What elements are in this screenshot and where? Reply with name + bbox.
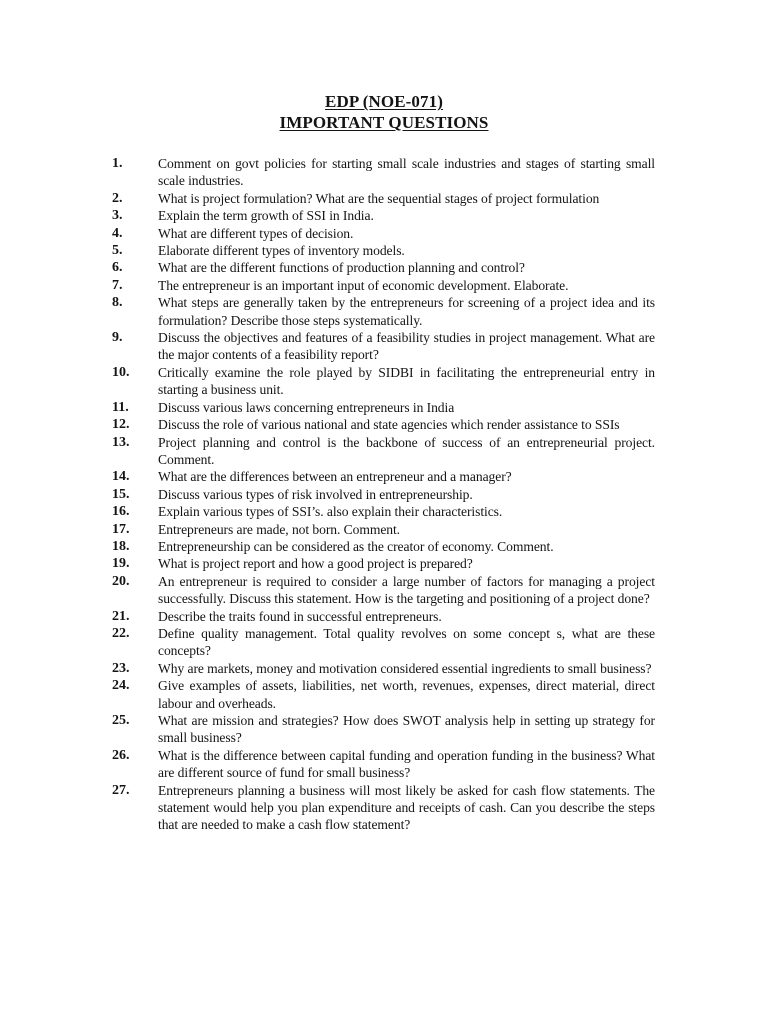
- question-text: Discuss various laws concerning entrepreneurs in India: [158, 399, 455, 415]
- question-text: What is project report and how a good project is prepared?: [158, 556, 473, 572]
- question-text: What are mission and strategies? How does SWOT analysis help in setting up strategy for small business?: [158, 713, 655, 746]
- question-text: Discuss the objectives and features of a feasibility studies in project management. What are the major contents of a feasibility report?: [158, 330, 655, 363]
- question-item: [0, 399, 768, 416]
- question-item: [0, 608, 768, 625]
- question-number: 1.: [112, 156, 123, 171]
- question-text: Give examples of assets, liabilities, net worth, revenues, expenses, direct material, direct labour and overheads.: [158, 678, 655, 711]
- question-item: [0, 259, 768, 276]
- question-number: 2.: [112, 190, 123, 206]
- question-text: What are the differences between an entrepreneur and a manager?: [158, 469, 512, 485]
- question-text: Define quality management. Total quality revolves on some concept s, what are these concepts?: [158, 625, 655, 659]
- question-text: Entrepreneurship can be considered as the creator of economy. Comment.: [158, 538, 554, 554]
- question-list: [0, 155, 768, 834]
- question-text: Critically examine the role played by SIDBI in facilitating the entrepreneurial entry in starting a business unit.: [158, 364, 655, 398]
- question-text: What are different types of decision.: [158, 225, 354, 241]
- question-item: [0, 207, 768, 224]
- question-item: [0, 782, 768, 834]
- question-item: [0, 503, 768, 520]
- question-item: [0, 434, 768, 469]
- question-number: 11.: [112, 399, 129, 415]
- question-text: What are the different functions of production planning and control?: [158, 260, 525, 276]
- question-number: 20.: [112, 573, 130, 589]
- question-item: [0, 416, 768, 433]
- question-number: 24.: [112, 678, 130, 694]
- question-number: 18.: [112, 538, 130, 554]
- question-item: [0, 712, 768, 747]
- question-text: Entrepreneurs are made, not born. Comment.: [158, 521, 401, 537]
- question-number: 15.: [112, 486, 130, 502]
- question-item: [0, 555, 768, 572]
- question-number: 23.: [112, 660, 130, 676]
- question-item: [0, 294, 768, 329]
- question-text: The entrepreneur is an important input of economic development. Elaborate.: [158, 277, 569, 293]
- question-text: Why are markets, money and motivation considered essential ingredients to small business?: [158, 660, 652, 676]
- question-item: [0, 486, 768, 503]
- question-item: [0, 468, 768, 485]
- question-item: [0, 242, 768, 259]
- document-subtitle: IMPORTANT QUESTIONS: [279, 113, 489, 132]
- question-number: 21.: [112, 608, 130, 624]
- question-item: [0, 225, 768, 242]
- question-item: [0, 538, 768, 555]
- question-number: 19.: [112, 556, 130, 572]
- question-text: Explain various types of SSI’s. also explain their characteristics.: [158, 504, 503, 520]
- question-item: [0, 625, 768, 660]
- question-text: Comment on govt policies for starting small scale industries and stages of starting small scale industries.: [158, 156, 655, 189]
- question-number: 26.: [112, 747, 130, 763]
- question-number: 3.: [112, 208, 123, 224]
- document-title: EDP (NOE-071): [325, 92, 443, 111]
- question-number: 17.: [112, 521, 130, 537]
- question-number: 22.: [112, 625, 130, 641]
- question-number: 9.: [112, 330, 123, 346]
- question-number: 27.: [112, 782, 130, 798]
- question-number: 7.: [112, 277, 123, 293]
- question-text: Project planning and control is the backbone of success of an entrepreneurial project. Comment.: [158, 434, 655, 467]
- question-item: [0, 277, 768, 294]
- question-item: [0, 329, 768, 364]
- question-number: 16.: [112, 504, 130, 520]
- question-text: An entrepreneur is required to consider a large number of factors for managing a project successfully. Discuss this statement. How is the targeting and positioning of a project done?: [158, 573, 655, 607]
- question-number: 10.: [112, 364, 130, 380]
- question-number: 4.: [112, 225, 123, 241]
- question-text: Explain the term growth of SSI in India.: [158, 208, 374, 224]
- question-item: [0, 155, 768, 190]
- question-text: Discuss the role of various national and state agencies which render assistance to SSIs: [158, 417, 620, 433]
- question-number: 25.: [112, 713, 130, 728]
- question-item: [0, 521, 768, 538]
- question-text: Describe the traits found in successful entrepreneurs.: [158, 608, 442, 624]
- question-text: Elaborate different types of inventory models.: [158, 243, 405, 259]
- question-number: 13.: [112, 434, 130, 450]
- question-item: [0, 747, 768, 782]
- question-item: [0, 573, 768, 608]
- question-text: What is the difference between capital funding and operation funding in the business? What are different source of fund for small business?: [158, 747, 655, 781]
- question-text: Entrepreneurs planning a business will most likely be asked for cash flow statements. The statement would help you plan expenditure and receipts of cash. Can you describe the steps that are needed to make a cash flow statement?: [158, 782, 655, 833]
- question-number: 8.: [112, 295, 123, 311]
- question-item: [0, 190, 768, 207]
- question-text: What steps are generally taken by the entrepreneurs for screening of a project idea and its formulation? Describe those steps systematically.: [158, 295, 655, 328]
- question-text: What is project formulation? What are the sequential stages of project formulation: [158, 190, 600, 206]
- question-text: Discuss various types of risk involved in entrepreneurship.: [158, 486, 473, 502]
- question-item: [0, 364, 768, 399]
- question-number: 6.: [112, 260, 123, 276]
- question-item: [0, 677, 768, 712]
- question-number: 5.: [112, 243, 123, 259]
- question-number: 14.: [112, 469, 130, 485]
- question-item: [0, 660, 768, 677]
- question-number: 12.: [112, 417, 130, 433]
